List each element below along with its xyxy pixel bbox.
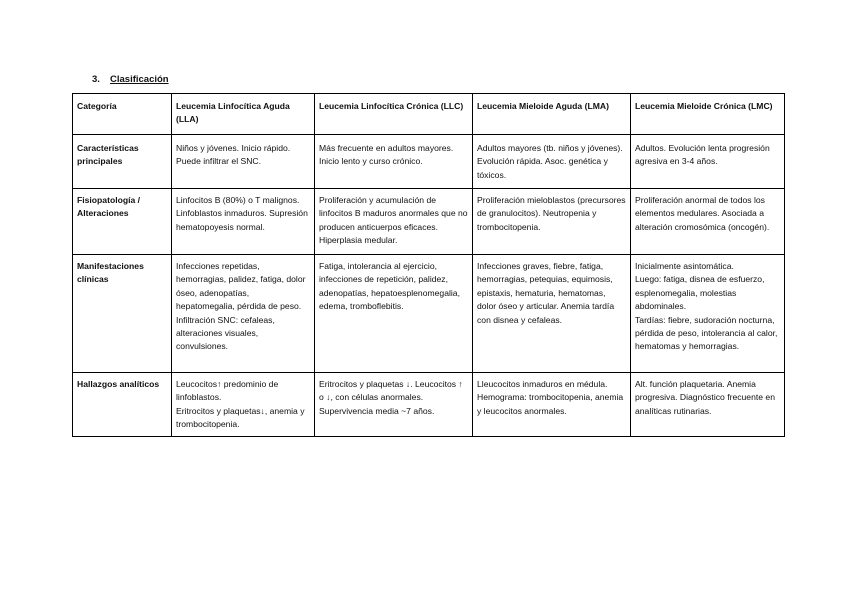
row-category: Fisiopatología / Alteraciones <box>73 189 172 255</box>
cell-lmc: Proliferación anormal de todos los elementos medulares. Asociada a alteración cromosómica (oncogén). <box>631 189 785 255</box>
cell-lmc <box>631 255 785 373</box>
cell-lla: Niños y jóvenes. Inicio rápido. Puede infiltrar el SNC. <box>172 135 315 189</box>
cell-line: Leucocitos↑ predominio de linfoblastos. <box>176 379 279 403</box>
section-title: Clasificación <box>110 74 169 85</box>
cell-lla: Infecciones repetidas, hemorragias, palidez, fatiga, dolor óseo, adenopatías, hepatomegalia, pérdida de peso. Infiltración SNC: cefaleas, alteraciones visuales, convulsiones. <box>172 255 315 373</box>
table-header-row <box>73 94 785 135</box>
header-llc: Leucemia Linfocítica Crónica (LLC) <box>315 94 473 135</box>
cell-llc: Fatiga, intolerancia al ejercicio, infecciones de repetición, palidez, adenopatías, hepatoesplenomegalia, edema, tromboflebitis. <box>315 255 473 373</box>
cell-lla <box>172 373 315 437</box>
cell-line: Inicialmente asintomática. <box>635 261 734 271</box>
cell-llc: Eritrocitos y plaquetas ↓. Leucocitos ↑ o ↓, con células anormales. Supervivencia media ~7 años. <box>315 373 473 437</box>
row-category: Características principales <box>73 135 172 189</box>
header-lma: Leucemia Mieloide Aguda (LMA) <box>473 94 631 135</box>
cell-llc: Más frecuente en adultos mayores. Inicio lento y curso crónico. <box>315 135 473 189</box>
cell-line: Luego: fatiga, disnea de esfuerzo, esplenomegalia, molestias abdominales. <box>635 274 765 312</box>
cell-lma: Proliferación mieloblastos (precursores de granulocitos). Neutropenia y trombocitopenia. <box>473 189 631 255</box>
row-category: Hallazgos analíticos <box>73 373 172 437</box>
cell-llc: Proliferación y acumulación de linfocitos B maduros anormales que no producen anticuerpos eficaces. Hiperplasia medular. <box>315 189 473 255</box>
cell-lma: Adultos mayores (tb. niños y jóvenes). Evolución rápida. Asoc. genética y tóxicos. <box>473 135 631 189</box>
table-row <box>73 373 785 437</box>
cell-lma: Lleucocitos inmaduros en médula. Hemograma: trombocitopenia, anemia y leucocitos anormales. <box>473 373 631 437</box>
section-heading <box>92 74 169 85</box>
header-lla: Leucemia Linfocítica Aguda (LLA) <box>172 94 315 135</box>
row-category: Manifestaciones clínicas <box>73 255 172 373</box>
section-number: 3. <box>92 74 100 85</box>
cell-lmc: Adultos. Evolución lenta progresión agresiva en 3-4 años. <box>631 135 785 189</box>
header-lmc: Leucemia Mieloide Crónica (LMC) <box>631 94 785 135</box>
cell-lmc: Alt. función plaquetaria. Anemia progresiva. Diagnóstico frecuente en analíticas rutinarias. <box>631 373 785 437</box>
header-category: Categoría <box>73 94 172 135</box>
cell-lla: Linfocitos B (80%) o T malignos. Linfoblastos inmaduros. Supresión hematopoyesis normal. <box>172 189 315 255</box>
table-row <box>73 189 785 255</box>
table-row <box>73 135 785 189</box>
cell-lma: Infecciones graves, fiebre, fatiga, hemorragias, petequias, equimosis, epistaxis, hematuria, hematomas, dolor óseo y articular. Anemia tardía con disnea y cefaleas. <box>473 255 631 373</box>
classification-table <box>72 93 785 437</box>
cell-line: Tardías: fiebre, sudoración nocturna, pérdida de peso, intolerancia al calor, hematomas y hemorragias. <box>635 314 778 352</box>
cell-line: Eritrocitos y plaquetas↓, anemia y trombocitopenia. <box>176 405 305 430</box>
table-row <box>73 255 785 373</box>
